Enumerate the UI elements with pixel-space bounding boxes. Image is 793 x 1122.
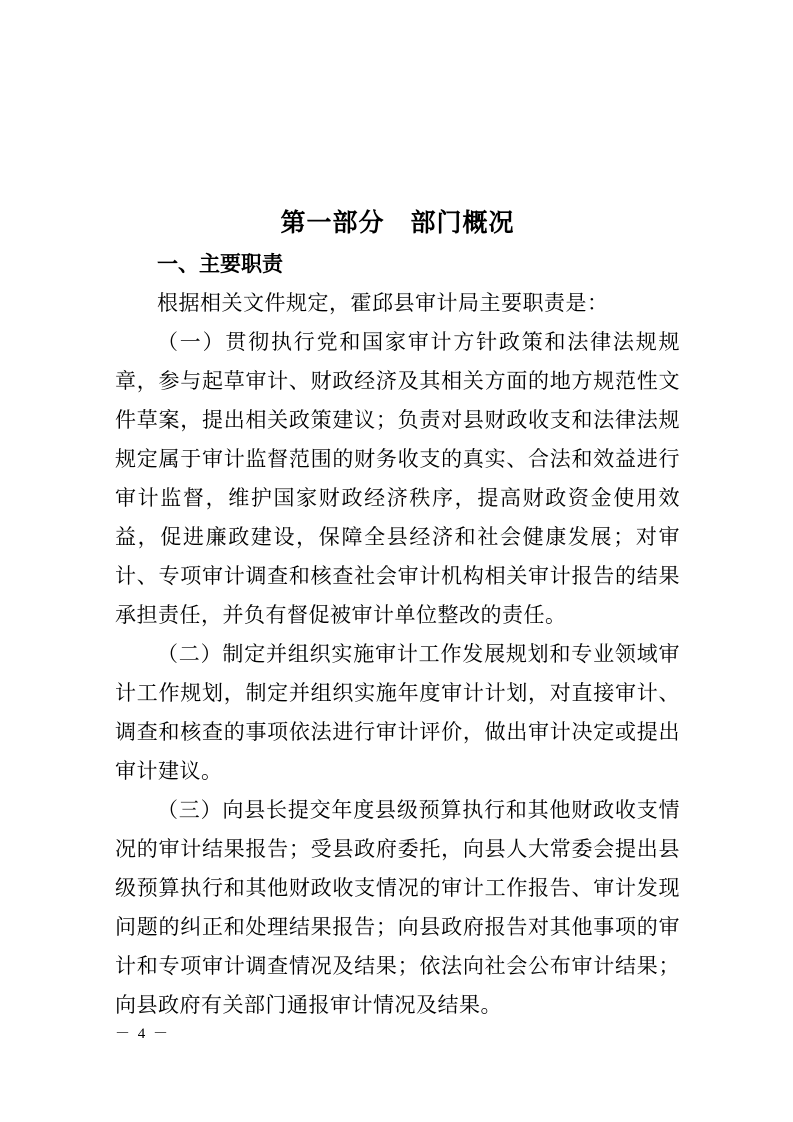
paragraph-duty-1: （一）贯彻执行党和国家审计方针政策和法律法规规章，参与起草审计、财政经济及其相关方面的地方规范性文件草案，提出相关政策建议；负责对县财政收支和法律法规规定属于审计监督范围的财务收支的真实、合法和效益进行审计监督，维护国家财政经济秩序，提高财政资金使用效益，促进廉政建设，保障全县经济和社会健康发展；对审计、专项审计调查和核查社会审计机构相关审计报告的结果承担责任，并负有督促被审计单位整改的责任。	[115, 330, 680, 627]
section-heading: 一、主要职责	[157, 253, 283, 276]
page-title: 第一部分 部门概况	[280, 209, 515, 237]
page-number: － 4 －	[115, 1026, 171, 1042]
paragraph-duty-2: （二）制定并组织实施审计工作发展规划和专业领域审计工作规划，制定并组织实施年度审计计划，对直接审计、调查和核查的事项依法进行审计评价，做出审计决定或提出审计建议。	[115, 642, 680, 783]
paragraph-duty-3: （三）向县长提交年度县级预算执行和其他财政收支情况的审计结果报告；受县政府委托，向县人大常委会提出县级预算执行和其他财政收支情况的审计工作报告、审计发现问题的纠正和处理结果报告；向县政府报告对其他事项的审计和专项审计调查情况及结果；依法向社会公布审计结果；向县政府有关部门通报审计情况及结果。	[115, 798, 680, 1017]
document-content	[115, 203, 680, 1025]
paragraph-intro: 根据相关文件规定，霍邱县审计局主要职责是：	[157, 291, 609, 315]
